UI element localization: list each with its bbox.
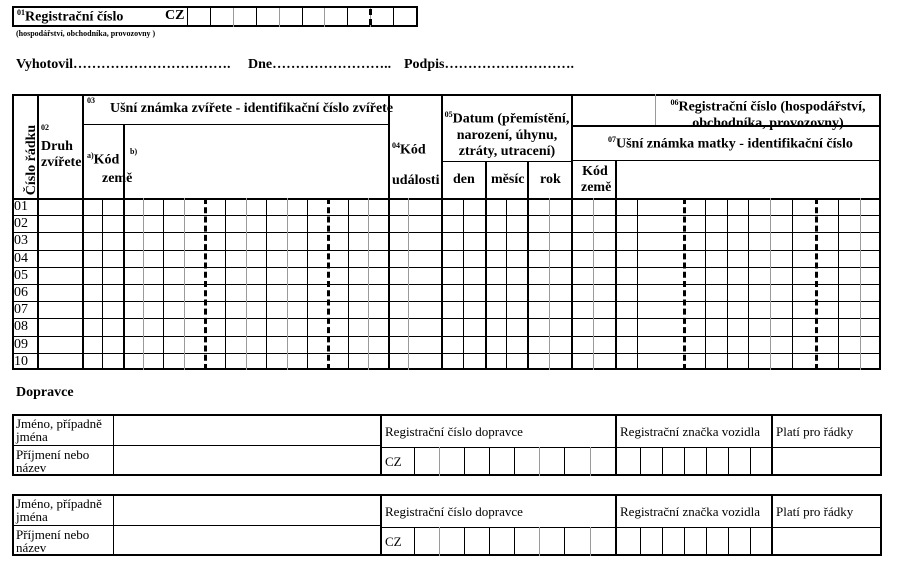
- registration-number-sublabel: (hospodářství, obchodníka, provozovny ): [16, 29, 156, 38]
- origin-registration-header: $^{06}$Registrační číslo (hospodářství, obchodníka, provozovny): [670, 98, 866, 131]
- table-row[interactable]: [37, 232, 881, 249]
- ear-tag-id-header-sup: b): [130, 147, 138, 156]
- rule: [441, 161, 571, 162]
- first-name-input[interactable]: [114, 496, 379, 524]
- table-row[interactable]: [37, 198, 881, 215]
- row-number: 06: [14, 285, 28, 300]
- registration-digit-input[interactable]: [280, 8, 302, 27]
- registration-digit-input[interactable]: [257, 8, 279, 27]
- date-year-header: rok: [540, 172, 561, 187]
- date-header: $^{05}$Datum (přemístění, narození, úhynu, ztráty, utracení): [444, 110, 570, 159]
- first-name-input[interactable]: [114, 416, 379, 444]
- last-name-input[interactable]: [114, 526, 379, 554]
- event-code-header: $^{04}$Kód události: [392, 141, 440, 188]
- row-number: 08: [14, 319, 28, 334]
- table-row[interactable]: [37, 267, 881, 284]
- date-day-header: den: [453, 172, 475, 187]
- table-row[interactable]: [37, 318, 881, 335]
- registration-digit-input[interactable]: [371, 8, 393, 27]
- registration-digit-input[interactable]: [211, 8, 233, 27]
- animal-type-header: Druh zvířete: [41, 139, 82, 170]
- date-field[interactable]: Dne……………………..: [248, 57, 392, 72]
- table-row[interactable]: [37, 301, 881, 318]
- signature-field[interactable]: Podpis……………………….: [404, 57, 574, 72]
- column-rule: [655, 94, 656, 125]
- valid-for-rows-input[interactable]: [773, 528, 880, 554]
- registration-digit-input[interactable]: [348, 8, 370, 27]
- first-name-label: jména: [16, 509, 48, 524]
- mother-ear-tag-header: $^{07}$Ušní známka matky - identifikační číslo: [608, 135, 853, 152]
- last-name-label: Příjmení nebo: [16, 447, 90, 462]
- first-name-label: Jméno, případně: [16, 496, 102, 511]
- table-row[interactable]: [37, 353, 881, 370]
- row-number: 02: [14, 216, 28, 231]
- carrier-heading: Dopravce: [16, 385, 74, 400]
- vehicle-plate-input[interactable]: [617, 528, 770, 554]
- first-name-label: jména: [16, 429, 48, 444]
- carrier-reg-number-input[interactable]: [414, 528, 614, 554]
- last-name-label: Příjmení nebo: [16, 527, 90, 542]
- rule: [380, 414, 382, 476]
- vehicle-plate-label: Registrační značka vozidla: [620, 424, 761, 439]
- row-number: 01: [14, 199, 28, 214]
- row-number: 09: [14, 337, 28, 352]
- first-name-label: Jméno, případně: [16, 416, 102, 431]
- registration-digit-input[interactable]: [325, 8, 347, 27]
- prepared-by-field[interactable]: Vyhotovil…………………………….: [16, 57, 231, 72]
- table-row[interactable]: [37, 336, 881, 353]
- last-name-input[interactable]: [114, 446, 379, 474]
- registration-digit-input[interactable]: [394, 8, 416, 27]
- mother-country-header: Kód země: [581, 164, 612, 195]
- ear-tag-header-num: 03: [87, 96, 95, 105]
- ear-tag-country-header: $^{a)}$Kód země: [87, 151, 133, 186]
- last-name-label: název: [16, 540, 47, 555]
- row-number-header: Číslo řádku: [24, 124, 39, 196]
- carrier-reg-number-label: Registrační číslo dopravce: [385, 504, 523, 519]
- rule: [82, 124, 388, 125]
- valid-for-rows-label: Platí pro řádky: [776, 504, 854, 519]
- carrier-reg-country-code: CZ: [385, 534, 402, 549]
- table-row[interactable]: [37, 250, 881, 267]
- valid-for-rows-label: Platí pro řádky: [776, 424, 854, 439]
- registration-digit-input[interactable]: [234, 8, 256, 27]
- row-number: 05: [14, 268, 28, 283]
- registration-digit-input[interactable]: [188, 8, 210, 27]
- carrier-reg-number-label: Registrační číslo dopravce: [385, 424, 523, 439]
- vehicle-plate-input[interactable]: [617, 448, 770, 474]
- valid-for-rows-input[interactable]: [773, 448, 880, 474]
- table-row[interactable]: [37, 215, 881, 232]
- registration-number-label: $^{01}$Registrační číslo: [17, 8, 124, 25]
- ear-tag-header: Ušní známka zvířete - identifikační číslo zvířete: [110, 101, 394, 116]
- carrier-reg-country-code: CZ: [385, 454, 402, 469]
- registration-country-code: CZ: [165, 8, 185, 23]
- row-number: 03: [14, 233, 28, 248]
- table-row[interactable]: [37, 284, 881, 301]
- animal-type-header-num: 02: [41, 123, 49, 132]
- rule: [571, 160, 881, 161]
- row-number: 04: [14, 251, 28, 266]
- row-number: 10: [14, 354, 28, 369]
- carrier-reg-number-input[interactable]: [414, 448, 614, 474]
- row-number: 07: [14, 302, 28, 317]
- dashed-separator: [369, 9, 372, 25]
- date-month-header: měsíc: [491, 172, 525, 187]
- vehicle-plate-label: Registrační značka vozidla: [620, 504, 761, 519]
- registration-digit-input[interactable]: [303, 8, 325, 27]
- last-name-label: název: [16, 460, 47, 475]
- rule: [380, 494, 382, 556]
